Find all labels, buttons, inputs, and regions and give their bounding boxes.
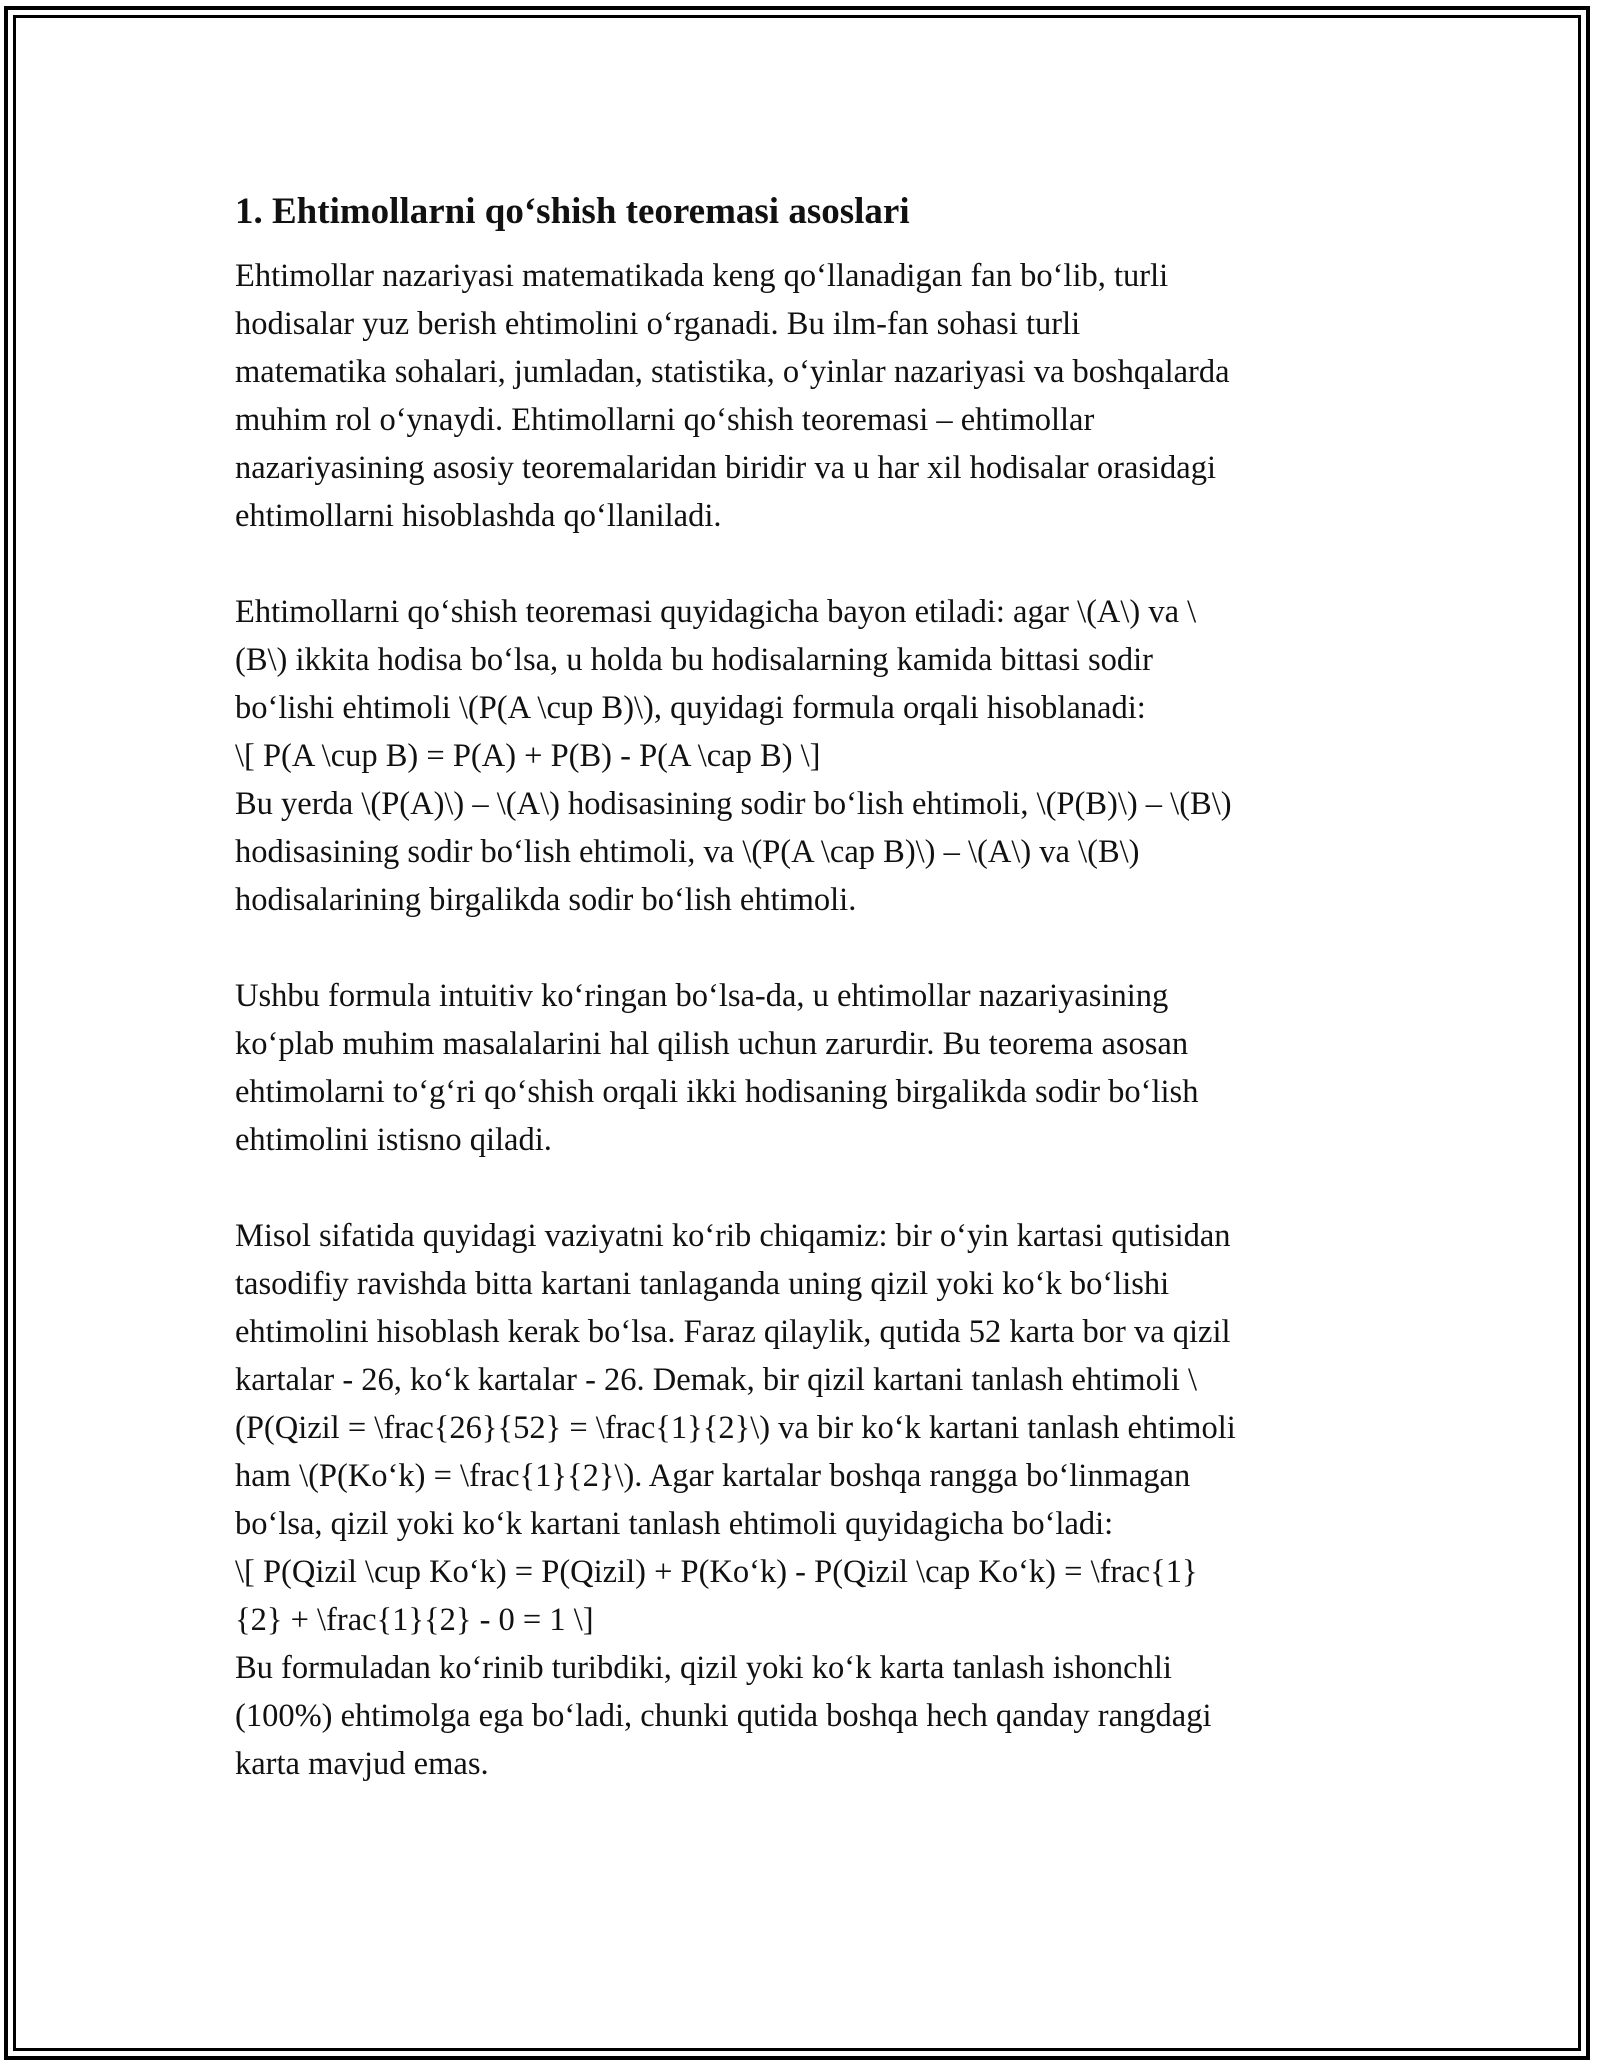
text-line: ehtimollarni hisoblashda qo‘llaniladi. (235, 498, 722, 534)
text-line: hodisasining sodir bo‘lish ehtimoli, va \(P(A \cap B)\) – \(A\) va \(B\) (235, 834, 1140, 870)
text-line: matematika sohalari, jumladan, statistika, o‘yinlar nazariyasi va boshqalarda (235, 354, 1230, 390)
text-line: hodisalar yuz berish ehtimolini o‘rganadi. Bu ilm-fan sohasi turli (235, 306, 1081, 342)
formula-line: {2} + \frac{1}{2} - 0 = 1 \] (235, 1602, 594, 1638)
text-line: Misol sifatida quyidagi vaziyatni ko‘rib chiqamiz: bir o‘yin kartasi qutisidan (235, 1218, 1231, 1254)
document-body (235, 186, 1365, 1836)
text-line: Bu formuladan ko‘rinib turibdiki, qizil yoki ko‘k karta tanlash ishonchli (235, 1650, 1172, 1686)
text-line: bo‘lishi ehtimoli \(P(A \cup B)\), quyidagi formula orqali hisoblanadi: (235, 690, 1146, 726)
text-line: ehtimolarni to‘g‘ri qo‘shish orqali ikki hodisaning birgalikda sodir bo‘lish (235, 1074, 1199, 1110)
paragraph-theorem (235, 588, 1365, 924)
text-line: (100%) ehtimolga ega bo‘ladi, chunki qutida boshqa hech qanday rangdagi (235, 1698, 1212, 1734)
formula-line: \[ P(A \cup B) = P(A) + P(B) - P(A \cap B) \] (235, 738, 821, 774)
text-line: ehtimolini istisno qiladi. (235, 1122, 552, 1158)
text-line: (B\) ikkita hodisa bo‘lsa, u holda bu hodisalarning kamida bittasi sodir (235, 642, 1153, 678)
text-line: karta mavjud emas. (235, 1746, 489, 1782)
text-line: kartalar - 26, ko‘k kartalar - 26. Demak, bir qizil kartani tanlash ehtimoli \ (235, 1362, 1198, 1398)
text-line: Ushbu formula intuitiv ko‘ringan bo‘lsa-da, u ehtimollar nazariyasining (235, 978, 1169, 1014)
text-line: nazariyasining asosiy teoremalaridan biridir va u har xil hodisalar orasidagi (235, 450, 1216, 486)
text-line: bo‘lsa, qizil yoki ko‘k kartani tanlash ehtimoli quyidagicha bo‘ladi: (235, 1506, 1114, 1542)
text-line: (P(Qizil = \frac{26}{52} = \frac{1}{2}\) va bir ko‘k kartani tanlash ehtimoli (235, 1410, 1236, 1446)
text-line: Bu yerda \(P(A)\) – \(A\) hodisasining sodir bo‘lish ehtimoli, \(P(B)\) – \(B\) (235, 786, 1232, 822)
text-line: ko‘plab muhim masalalarini hal qilish uchun zarurdir. Bu teorema asosan (235, 1026, 1189, 1062)
text-line: Ehtimollarni qo‘shish teoremasi quyidagicha bayon etiladi: agar \(A\) va \ (235, 594, 1197, 630)
text-line: Ehtimollar nazariyasi matematikada keng qo‘llanadigan fan bo‘lib, turli (235, 258, 1169, 294)
text-line: tasodifiy ravishda bitta kartani tanlaganda uning qizil yoki ko‘k bo‘lishi (235, 1266, 1170, 1302)
paragraph-explanation (235, 972, 1365, 1164)
text-line: hodisalarining birgalikda sodir bo‘lish ehtimoli. (235, 882, 857, 918)
formula-line: \[ P(Qizil \cup Ko‘k) = P(Qizil) + P(Ko‘k) - P(Qizil \cap Ko‘k) = \frac{1} (235, 1554, 1198, 1590)
section-heading: 1. Ehtimollarni qo‘shish teoremasi asoslari (235, 191, 910, 232)
text-line: ehtimolini hisoblash kerak bo‘lsa. Faraz qilaylik, qutida 52 karta bor va qizil (235, 1314, 1231, 1350)
paragraph-intro (235, 252, 1365, 540)
text-line: muhim rol o‘ynaydi. Ehtimollarni qo‘shish teoremasi – ehtimollar (235, 402, 1095, 438)
text-line: ham \(P(Ko‘k) = \frac{1}{2}\). Agar kartalar boshqa rangga bo‘linmagan (235, 1458, 1191, 1494)
paragraph-example (235, 1212, 1365, 1788)
